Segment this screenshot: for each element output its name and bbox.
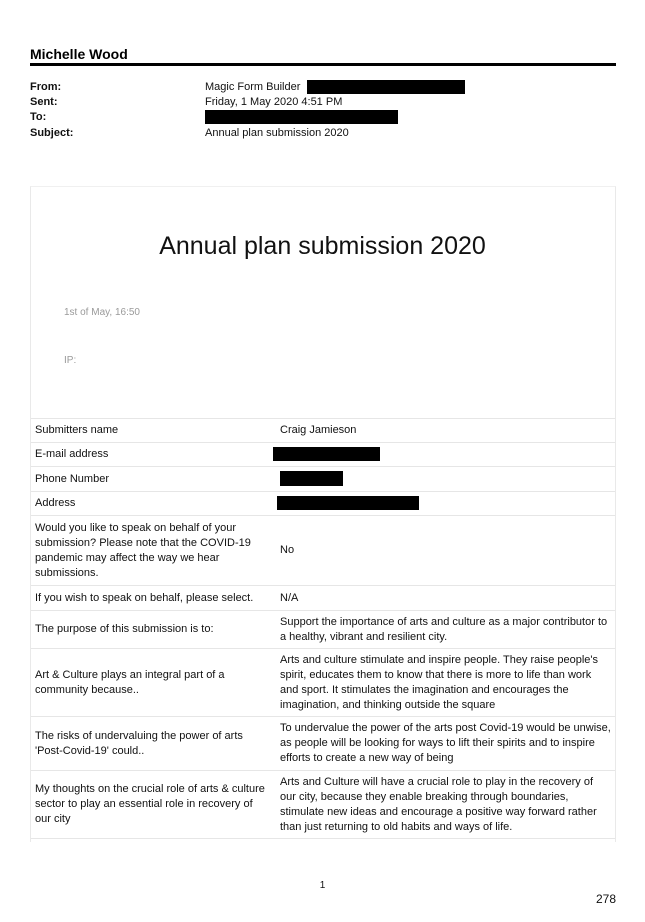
answer-cell: Craig Jamieson (271, 419, 615, 443)
from-label: From: (30, 81, 62, 93)
question-cell: Art & Culture plays an integral part of a community because.. (31, 649, 271, 717)
document-number: 278 (595, 892, 616, 906)
table-row (31, 419, 615, 443)
question-cell: E-mail address (31, 443, 271, 467)
answer-cell (271, 492, 615, 516)
question-cell: If you wish to speak on behalf, please select. (31, 586, 271, 611)
page-number: 1 (319, 880, 326, 891)
answer-cell: Support the importance of arts and culture as a major contributor to a healthy, vibrant and resilient city. (271, 611, 615, 649)
form-ip-label: IP: (64, 355, 77, 366)
header-divider (30, 63, 616, 66)
question-cell: The purpose of this submission is to: (31, 611, 271, 649)
answer-cell: To undervalue the power of the arts post Covid-19 would be unwise, as people will be looking for ways to lift their spirits and to inspire efforts to create a new way of being (271, 717, 615, 771)
answer-cell: Arts and culture stimulate and inspire people. They raise people's spirit, educates them to know that there is more to life than work and sport. It stimulates the imagination and encourages the imagination, and thinking outside the square (271, 649, 615, 717)
submission-table (31, 418, 615, 839)
answer-cell (271, 443, 615, 467)
answer-cell: N/A (271, 586, 615, 611)
table-row (31, 516, 615, 586)
sent-value: Friday, 1 May 2020 4:51 PM (205, 96, 343, 108)
table-row (31, 717, 615, 771)
from-sender: Magic Form Builder (205, 81, 301, 93)
sender-name: Michelle Wood (30, 46, 128, 62)
question-cell: My thoughts on the crucial role of arts & culture sector to play an essential role in recovery of our city (31, 771, 271, 839)
form-date: 1st of May, 16:50 (64, 307, 140, 318)
table-row (31, 467, 615, 492)
answer-cell: Arts and Culture will have a crucial role to play in the recovery of our city, because they enable breaking through boundaries, stimulate new ideas and encourage a positive way forward rather than just returning to old habits and ways of life. (271, 771, 615, 839)
table-row (31, 492, 615, 516)
question-cell: The risks of undervaluing the power of arts 'Post-Covid-19' could.. (31, 717, 271, 771)
table-row (31, 443, 615, 467)
table-row (31, 649, 615, 717)
sent-label: Sent: (30, 96, 58, 108)
redaction-to-address (205, 110, 398, 124)
form-title: Annual plan submission 2020 (159, 232, 486, 260)
answer-cell (271, 467, 615, 492)
table-row (31, 611, 615, 649)
question-cell: Submitters name (31, 419, 271, 443)
table-row (31, 771, 615, 839)
question-cell: Phone Number (31, 467, 271, 492)
redaction-from-email (307, 80, 465, 94)
redaction-phone (280, 471, 343, 486)
to-value (205, 110, 398, 125)
table-row (31, 586, 615, 611)
redaction-address (277, 496, 419, 510)
redaction-email (273, 447, 380, 461)
question-cell: Would you like to speak on behalf of your submission? Please note that the COVID-19 pandemic may affect the way we hear submissions. (31, 516, 271, 586)
subject-value: Annual plan submission 2020 (205, 127, 349, 139)
from-value (205, 80, 465, 95)
to-label: To: (30, 111, 47, 123)
answer-cell: No (271, 516, 615, 586)
subject-label: Subject: (30, 127, 74, 139)
question-cell: Address (31, 492, 271, 516)
